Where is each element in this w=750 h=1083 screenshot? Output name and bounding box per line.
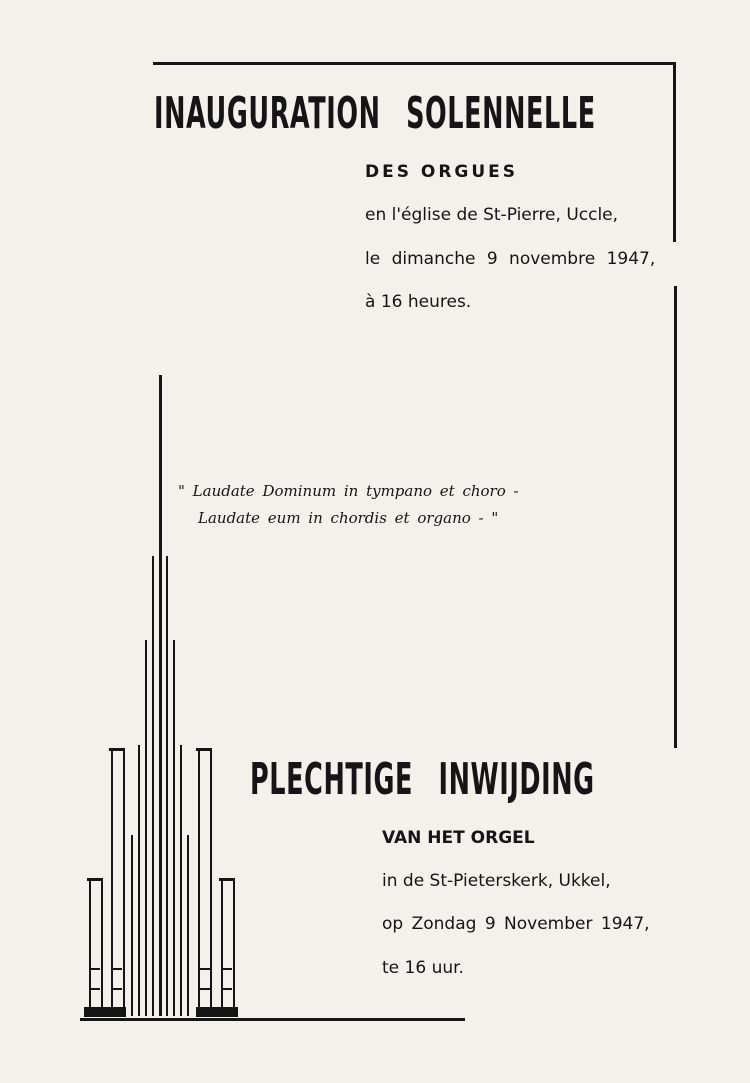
organ-pipe-bar [112, 968, 122, 970]
french-location-line: en l'église de St-Pierre, Uccle, [365, 205, 619, 225]
dutch-title [250, 754, 595, 805]
organ-pipe-bar [222, 988, 232, 990]
organ-pipe-cap [109, 748, 125, 751]
french-subtitle: DES ORGUES [365, 162, 519, 182]
organ-pipe-line [233, 880, 235, 1016]
organ-pipe-line [111, 750, 113, 1016]
organ-spire-line [159, 375, 162, 1016]
organ-pipe-line [89, 880, 91, 1016]
organ-base-block-left [84, 1007, 126, 1017]
organ-pipe-line [101, 880, 103, 1016]
organ-pipe-cap [87, 878, 103, 881]
organ-pipe-bar [200, 988, 210, 990]
organ-pipe-line [152, 556, 154, 1016]
dutch-date-line: op Zondag 9 November 1947, [382, 914, 650, 934]
french-date-line: le dimanche 9 novembre 1947, [365, 249, 656, 269]
organ-pipe-line [138, 745, 140, 1016]
organ-pipe-bar [90, 988, 100, 990]
organ-pipe-line [131, 835, 133, 1016]
organ-pipe-line [173, 640, 175, 1016]
organ-pipe-bar [222, 968, 232, 970]
organ-pipe-cap [196, 748, 212, 751]
organ-base-block-right [196, 1007, 238, 1017]
dutch-subtitle: VAN HET ORGEL [382, 828, 535, 848]
organ-pipe-cap [219, 878, 235, 881]
dutch-location-line: in de St-Pieterskerk, Ukkel, [382, 871, 611, 891]
organ-pipe-bar [112, 988, 122, 990]
dutch-title-word-2: INWIJDING [438, 754, 595, 805]
organ-pipe-line [145, 640, 147, 1016]
organ-pipe-bar [200, 968, 210, 970]
organ-pipe-line [180, 745, 182, 1016]
organ-pipe-line [166, 556, 168, 1016]
organ-pipe-bar [90, 968, 100, 970]
dutch-title-word-1: PLECHTIGE [250, 754, 413, 805]
organ-pipe-line [198, 750, 200, 1016]
quote-line-2: Laudate eum in chordis et organo - " [198, 509, 499, 527]
french-title-word-2: SOLENNELLE [406, 88, 596, 139]
dutch-time-line: te 16 uur. [382, 958, 464, 978]
french-title-word-1: INAUGURATION [154, 88, 381, 139]
organ-pipe-line [123, 750, 125, 1016]
quote-line-1: " Laudate Dominum in tympano et choro - [178, 482, 519, 500]
organ-pipe-line [210, 750, 212, 1016]
organ-pipe-line [187, 835, 189, 1016]
organ-pipe-line [221, 880, 223, 1016]
french-time-line: à 16 heures. [365, 292, 472, 312]
